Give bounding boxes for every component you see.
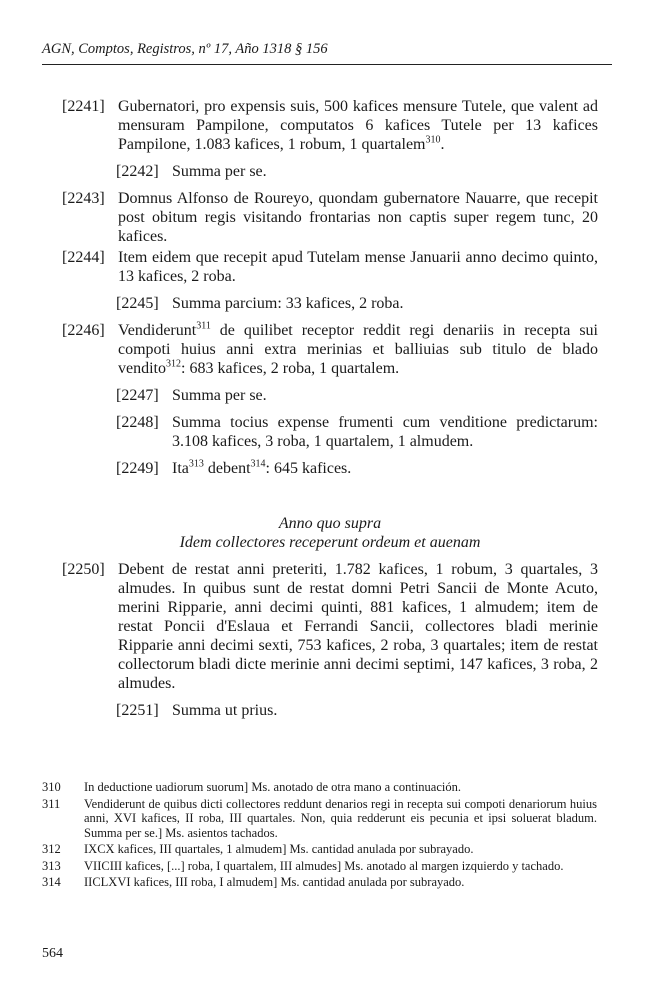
entry-text: Summa per se.: [172, 163, 267, 180]
entry-number: [2241]: [62, 98, 105, 115]
footnote-text: In deductione uadiorum suorum] Ms. anotado de otra mano a continuación.: [84, 780, 461, 794]
entry-text: : 645 kafices.: [265, 460, 352, 477]
entry-number: [2246]: [62, 322, 105, 339]
entry-number: [2250]: [62, 561, 105, 578]
entry-2245: [62, 294, 598, 313]
footnote-number: 310: [42, 780, 61, 794]
entry-number: [2251]: [116, 702, 159, 719]
footnote-text: IICLXVI kafices, III roba, I almudem] Ms. cantidad anulada por subrayado.: [84, 875, 465, 889]
entry-2251: [62, 701, 598, 720]
footnote-number: 313: [42, 858, 61, 873]
entry-text: Domnus Alfonso de Roureyo, quondam gubernatore Nauarre, que recepit post obitum regis visitando frontarias non captis super regem tunc, 20 kafices.: [118, 190, 598, 245]
header-rule: [42, 64, 612, 65]
entry-text: Gubernatori, pro expensis suis, 500 kafices mensure Tutele, que valent ad mensuram Pampilone, computatos 6 kafices Tutele per 13 kafices Pampilone, 1.083 kafices, 1 robum, 1 quartalem: [118, 98, 598, 153]
entry-text: Debent de restat anni preteriti, 1.782 kafices, 1 robum, 3 quartales, 3 almudes. In quibus sunt de restat domni Petri Sancii de Monte Acuto, merini Ripparie, anni decimi quinti, 881 kafices, 1 almudem; item de restat Poncii d'Eslaua et Ferrandi Sancii, collectores bladi merinie Ripparie anni decimi sexti, 753 kafices, 2 roba, 3 quartales; item de restat collectorum bladi dicte merinie anni decimi septimi, 147 kafices, 3 roba, 2 almudes.: [118, 561, 598, 692]
entry-2244: [62, 248, 598, 286]
footnote-ref: 312: [166, 358, 181, 370]
entry-number: [2243]: [62, 190, 105, 207]
entry-text: Summa ut prius.: [172, 702, 278, 719]
entry-number: [2249]: [116, 460, 159, 477]
entry-2249: [62, 459, 598, 478]
entry-2246: [62, 321, 598, 378]
footnotes: [42, 780, 597, 892]
footnote-310: [42, 780, 597, 795]
footnote-text: VIICIII kafices, [...] roba, I quartalem, III almudes] Ms. anotado al margen izquierdo y tachado.: [84, 858, 564, 873]
entry-text: Summa parcium: 33 kafices, 2 roba.: [172, 295, 404, 312]
entry-text: : 683 kafices, 2 roba, 1 quartalem.: [181, 360, 400, 377]
footnote-text: IXCX kafices, III quartales, 1 almudem] Ms. cantidad anulada por subrayado.: [84, 842, 474, 856]
footnote-313: [42, 859, 597, 874]
footnote-314: [42, 875, 597, 890]
entry-2243: [62, 189, 598, 246]
entry-text: Ita: [172, 460, 189, 477]
footnote-number: 312: [42, 842, 61, 856]
entry-text: debent: [203, 460, 251, 477]
entry-number: [2244]: [62, 249, 105, 266]
entry-2242: [62, 162, 598, 181]
footnote-ref: 313: [188, 458, 204, 470]
entry-2247: [62, 386, 598, 405]
section-heading-line1: Anno quo supra: [278, 515, 382, 532]
entry-number: [2242]: [116, 163, 159, 180]
footnote-311: [42, 797, 597, 841]
footnote-ref: 314: [250, 458, 266, 470]
footnote-number: 311: [42, 796, 61, 811]
entry-number: [2245]: [116, 295, 159, 312]
entry-2248: [62, 413, 598, 451]
footnote-text: Vendiderunt de quibus dicti collectores reddunt denarios regi in recepta sui compoti denariorum huius anni, XVI kafices, II roba, III quartales. Non, quia redderunt eis pecunia et ipsi soluerat bladum. Summa per se.] Ms. asientos tachados.: [84, 796, 597, 840]
entry-number: [2248]: [116, 414, 159, 431]
entry-2250: [62, 560, 598, 693]
entry-text-end: .: [440, 136, 445, 153]
entry-text: Item eidem que recepit apud Tutelam mense Januarii anno decimo quinto, 13 kafices, 2 roba.: [118, 249, 598, 285]
section-heading-line2: Idem collectores receperunt ordeum et auenam: [179, 534, 481, 551]
page-number: 564: [42, 946, 63, 961]
entry-text: Summa tocius expense frumenti cum venditione predictarum: 3.108 kafices, 3 roba, 1 quartalem, 1 almudem.: [172, 414, 598, 450]
entry-2241: [62, 97, 598, 154]
footnote-ref: 311: [196, 320, 211, 332]
running-header: AGN, Comptos, Registros, nº 17, Año 1318 § 156: [42, 41, 328, 57]
entry-text: Summa per se.: [172, 387, 267, 404]
footnote-ref: 310: [425, 134, 441, 146]
entry-text: Vendiderunt: [118, 322, 197, 339]
entry-text: de quilibet receptor reddit regi denariis in recepta sui compoti huius anni extra merinias et balliuias sub titulo de blado vendito: [118, 322, 598, 377]
footnote-312: [42, 842, 597, 857]
entry-number: [2247]: [116, 387, 159, 404]
main-text: [62, 97, 598, 720]
footnote-number: 314: [42, 875, 61, 889]
